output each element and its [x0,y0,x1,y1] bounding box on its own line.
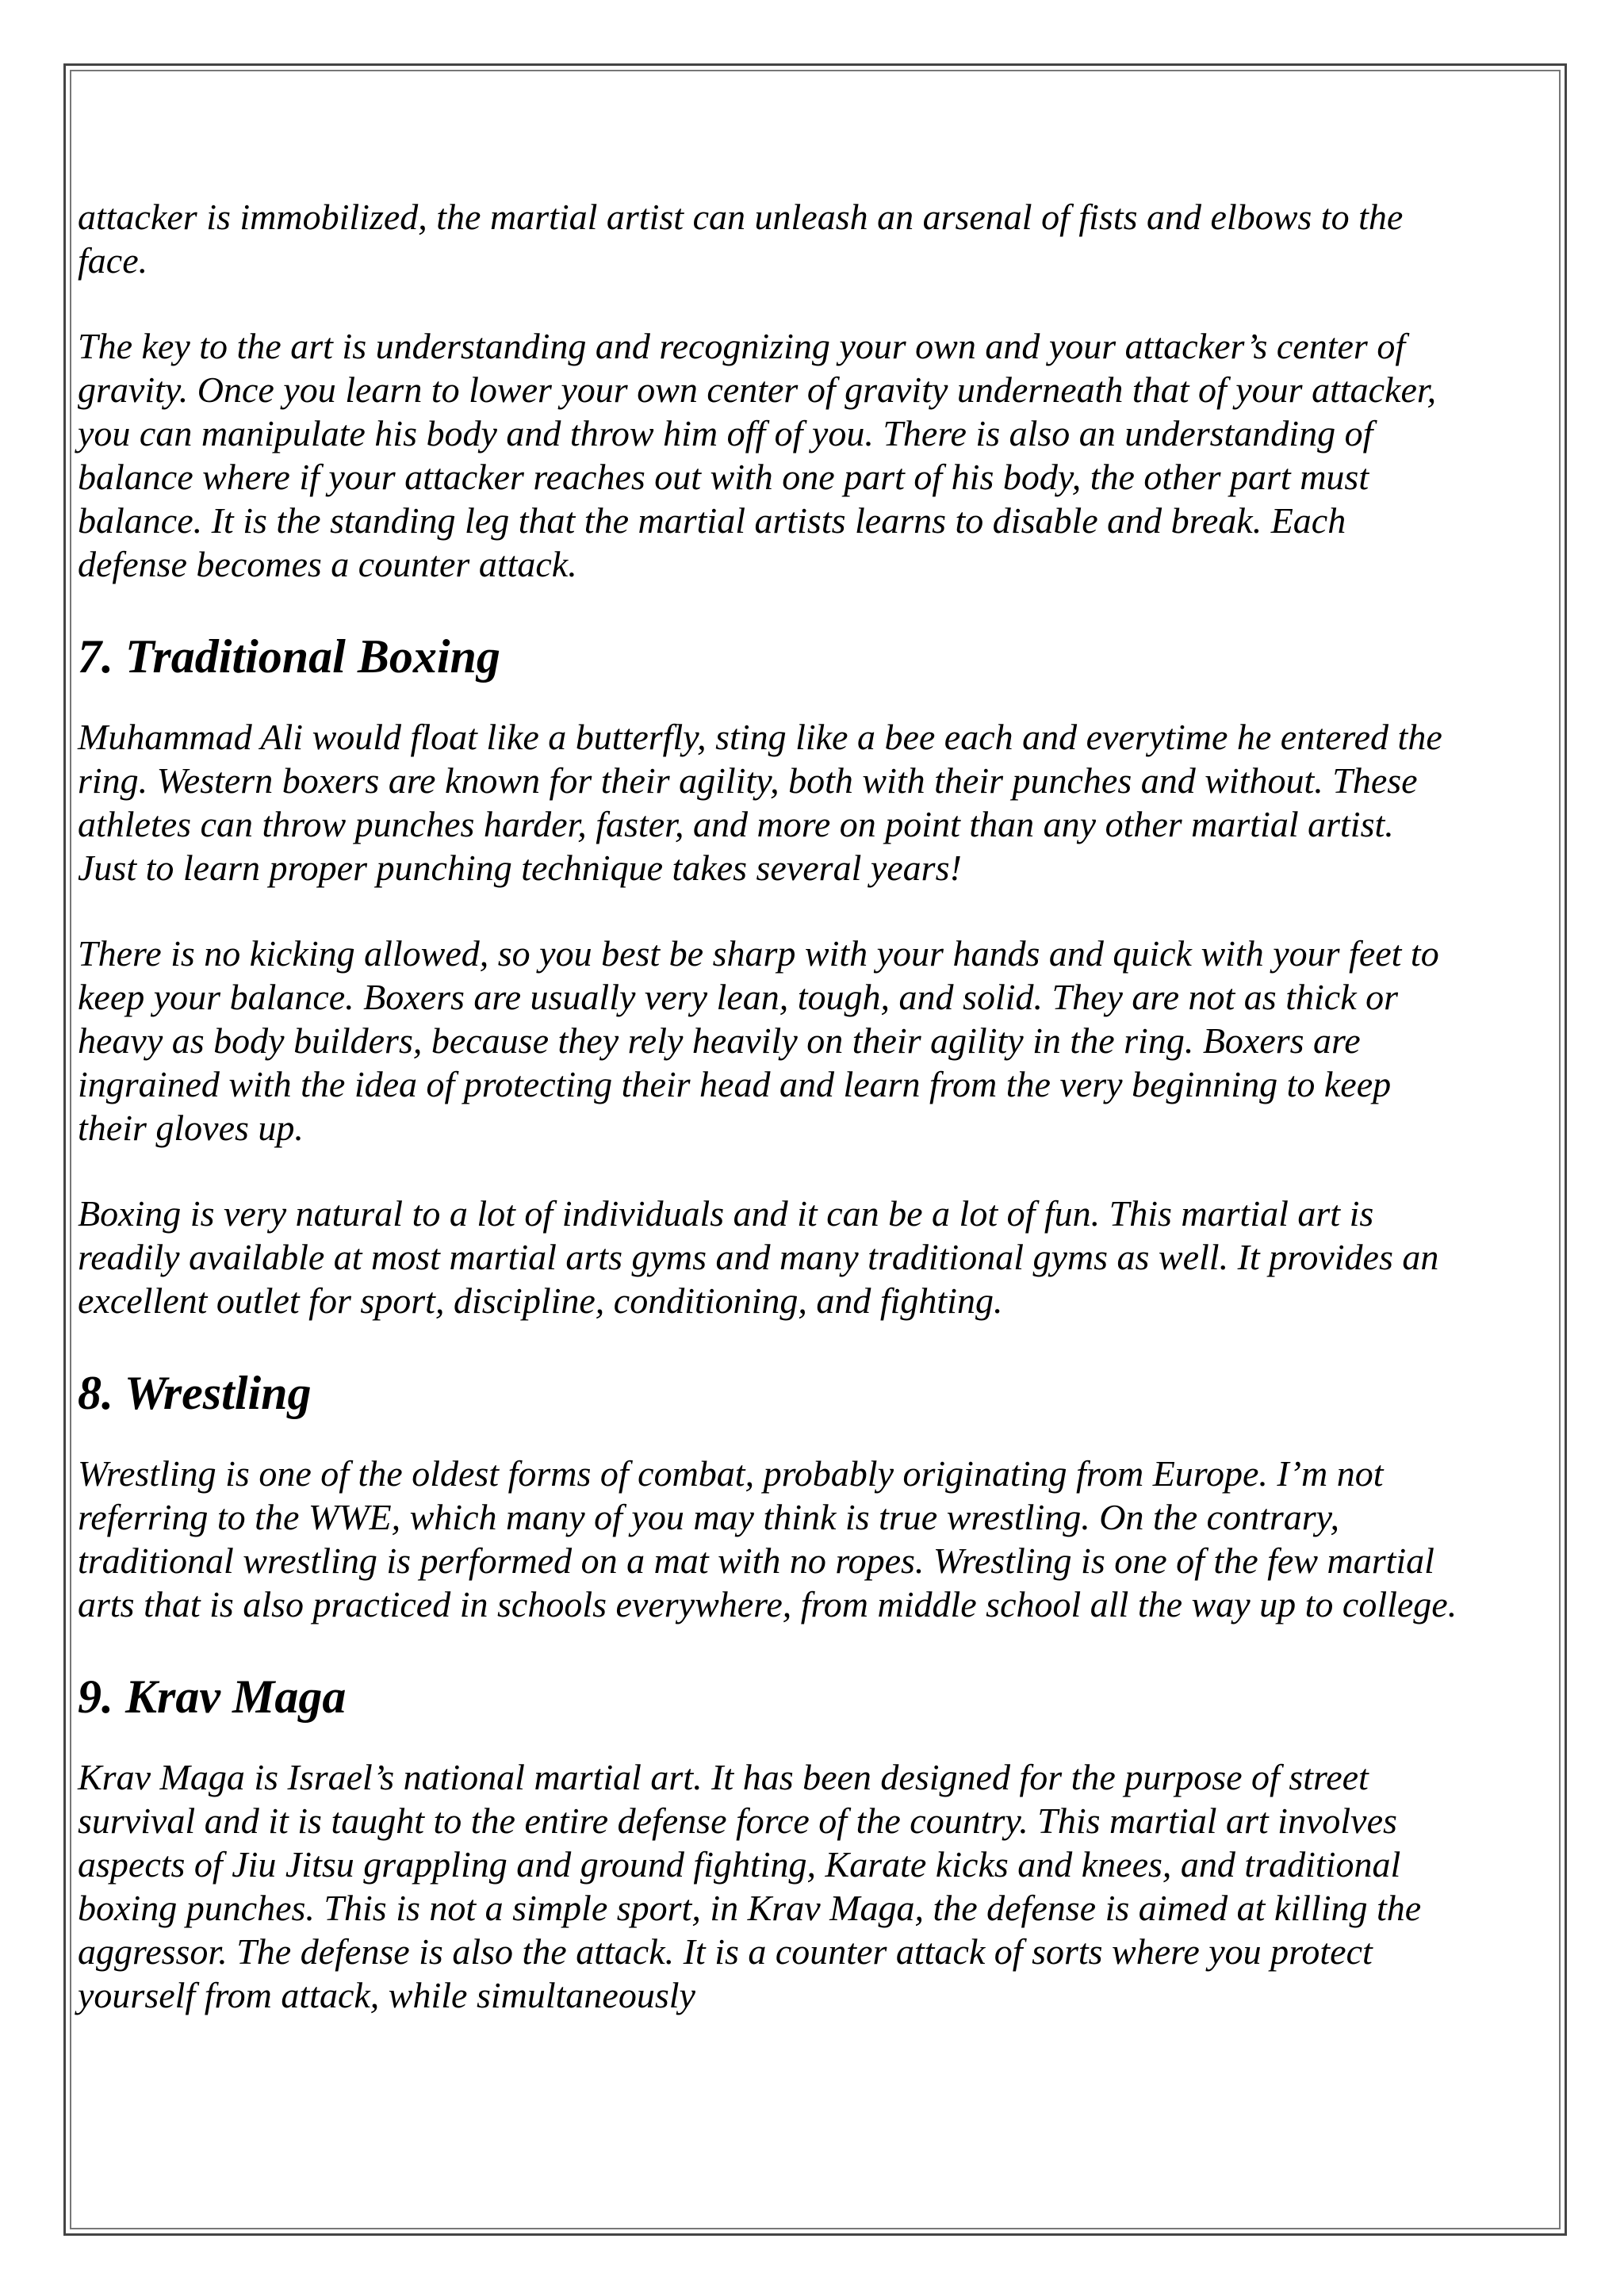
document-body [78,195,1457,2059]
heading-wrestling: 8. Wrestling [78,1367,312,1419]
paragraph-center-of-gravity: The key to the art is understanding and recognizing your own and your attacker’s center of gravity. Once you learn to lower your own center of gravity underneath that of your attacker, you can manipulate his body and throw him off of you. There is also an understanding of balance where if your attacker reaches out with one part of his body, the other part must balance. It is the standing leg that the martial artists learns to disable and break. Each defense becomes a counter attack. [78,326,1437,584]
paragraph-attacker-immobilized: attacker is immobilized, the martial artist can unleash an arsenal of fists and elbows to the face. [78,197,1404,281]
paragraph-boxing-natural: Boxing is very natural to a lot of individuals and it can be a lot of fun. This martial art is readily available at most martial arts gyms and many traditional gyms as well. It provides an excellent outlet for sport, discipline, conditioning, and fighting. [78,1193,1439,1321]
paragraph-krav-maga: Krav Maga is Israel’s national martial art. It has been designed for the purpose of street survival and it is taught to the entire defense force of the country. This martial art involves aspects of Jiu Jitsu grappling and ground fighting, Karate kicks and knees, and traditional boxing punches. This is not a simple sport, in Krav Maga, the defense is aimed at killing the aggressor. The defense is also the attack. It is a counter attack of sorts where you protect yourself from attack, while simultaneously [78,1757,1422,2015]
heading-traditional-boxing: 7. Traditional Boxing [78,630,500,683]
paragraph-boxing-no-kicking: There is no kicking allowed, so you best be sharp with your hands and quick with your feet to keep your balance. Boxers are usually very lean, tough, and solid. They are not as thick or heavy as body builders, because they rely heavily on their agility in the ring. Boxers are ingrained with the idea of protecting their head and learn from the very beginning to keep their gloves up. [78,933,1439,1148]
paragraph-boxing-intro: Muhammad Ali would float like a butterfly, sting like a bee each and everytime he entered the ring. Western boxers are known for their agility, both with their punches and without. These athletes can throw punches harder, faster, and more on point than any other martial artist. Just to learn proper punching technique takes several years! [78,717,1442,888]
paragraph-wrestling: Wrestling is one of the oldest forms of combat, probably originating from Europe. I’m not referring to the WWE, which many of you may think is true wrestling. On the contrary, traditional wrestling is performed on a mat with no ropes. Wrestling is one of the few martial arts that is also practiced in schools everywhere, from middle school all the way up to college. [78,1453,1457,1624]
heading-krav-maga: 9. Krav Maga [78,1670,347,1723]
